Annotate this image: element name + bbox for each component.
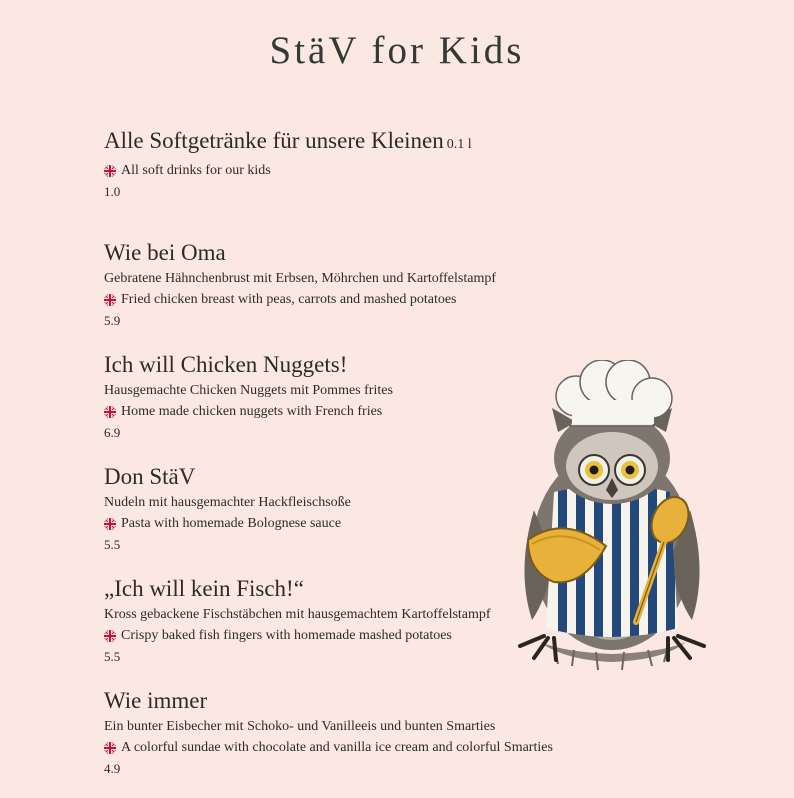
- menu-item: [104, 574, 574, 686]
- menu-item-price: 5.5: [104, 649, 121, 664]
- kids-menu: [104, 126, 574, 798]
- uk-flag-icon: [104, 406, 116, 418]
- menu-item-german: Ein bunter Eisbecher mit Schoko- und Vanilleeis und bunten Smarties: [104, 719, 496, 734]
- menu-item-english: All soft drinks for our kids: [104, 160, 574, 181]
- page-title: StäV for Kids: [269, 29, 525, 72]
- menu-item-german: Nudeln mit hausgemachter Hackfleischsoße: [104, 495, 351, 510]
- menu-item-title: Wie immer: [104, 688, 208, 713]
- owl-chef-illustration: [514, 360, 710, 678]
- menu-item-price: 6.9: [104, 425, 121, 440]
- menu-item-german: Gebratene Hähnchenbrust mit Erbsen, Möhrchen und Kartoffelstampf: [104, 271, 497, 286]
- uk-flag-icon: [104, 165, 116, 177]
- uk-flag-icon: [104, 518, 116, 530]
- menu-item-english: A colorful sundae with chocolate and vanilla ice cream and colorful Smarties: [104, 737, 574, 758]
- menu-item: [104, 462, 574, 574]
- menu-item-size: 0.1 l: [446, 137, 472, 152]
- menu-item-title: Wie bei Oma: [104, 240, 226, 265]
- menu-item-price: 5.9: [104, 313, 121, 328]
- menu-item-title: Alle Softgetränke für unsere Kleinen 0.1 l: [104, 128, 472, 153]
- menu-item-title: Don StäV: [104, 464, 196, 489]
- uk-flag-icon: [104, 630, 116, 642]
- menu-item: [104, 350, 574, 462]
- menu-item-german: Hausgemachte Chicken Nuggets mit Pommes frites: [104, 383, 393, 398]
- menu-item-price: 5.5: [104, 537, 121, 552]
- uk-flag-icon: [104, 742, 116, 754]
- menu-item-title: Ich will Chicken Nuggets!: [104, 352, 348, 377]
- menu-item-english: Pasta with homemade Bolognese sauce: [104, 513, 574, 534]
- menu-item-price: 4.9: [104, 761, 121, 776]
- menu-item-english: Home made chicken nuggets with French fries: [104, 401, 574, 422]
- menu-item-price: 1.0: [104, 184, 121, 199]
- menu-item-german: Kross gebackene Fischstäbchen mit hausgemachtem Kartoffelstampf: [104, 607, 491, 622]
- menu-item-title: „Ich will kein Fisch!“: [104, 576, 304, 601]
- menu-item-english: Crispy baked fish fingers with homemade mashed potatoes: [104, 625, 574, 646]
- menu-item: [104, 238, 574, 350]
- menu-item-english: Fried chicken breast with peas, carrots and mashed potatoes: [104, 289, 574, 310]
- uk-flag-icon: [104, 294, 116, 306]
- menu-item: [104, 126, 574, 238]
- menu-item: [104, 686, 574, 798]
